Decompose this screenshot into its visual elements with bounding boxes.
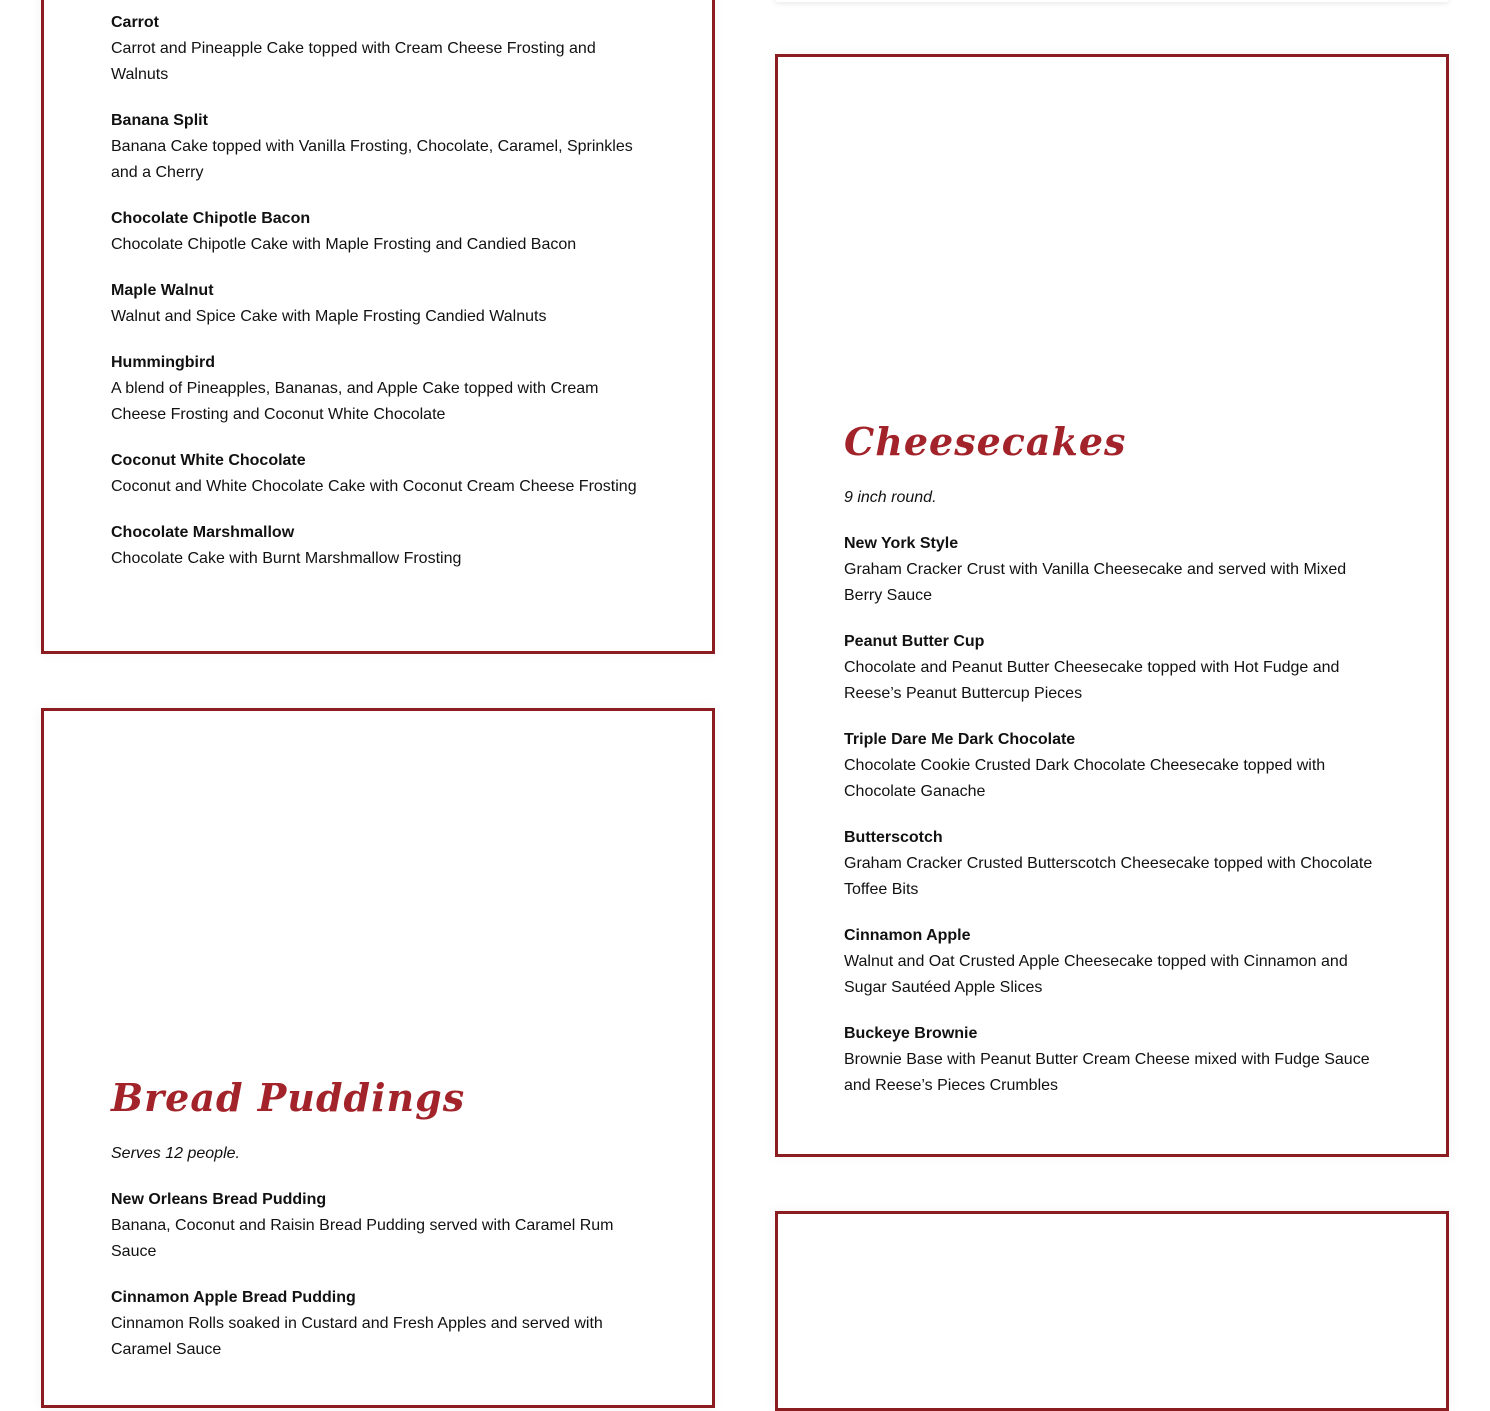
item-title: New York Style — [844, 535, 959, 552]
section-heading: Bread Puddings — [111, 1075, 466, 1120]
item-description: Walnut and Oat Crusted Apple Cheesecake topped with Cinnamon and Sugar Sautéed Apple Slices — [844, 953, 1348, 996]
item-title: Banana Split — [111, 112, 208, 129]
item-description: Brownie Base with Peanut Butter Cream Cheese mixed with Fudge Sauce and Reese’s Pieces Crumbles — [844, 1051, 1370, 1094]
item-title: Carrot — [111, 14, 160, 31]
item-description: Banana, Coconut and Raisin Bread Pudding served with Caramel Rum Sauce — [111, 1217, 614, 1260]
menu-item — [111, 108, 641, 186]
menu-item — [111, 1187, 641, 1265]
menu-item — [844, 629, 1374, 707]
bread-puddings-card — [41, 708, 715, 1408]
item-title: Buckeye Brownie — [844, 1025, 978, 1042]
item-title: Chocolate Marshmallow — [111, 524, 295, 541]
item-title: Cinnamon Apple Bread Pudding — [111, 1289, 356, 1306]
menu-item — [844, 1021, 1374, 1099]
section-heading: Cheesecakes — [844, 419, 1127, 464]
item-description: Chocolate Cake with Burnt Marshmallow Frosting — [111, 550, 462, 567]
item-title: Cinnamon Apple — [844, 927, 971, 944]
item-description: Walnut and Spice Cake with Maple Frosting Candied Walnuts — [111, 308, 547, 325]
menu-item — [844, 923, 1374, 1001]
item-description: Banana Cake topped with Vanilla Frosting, Chocolate, Caramel, Sprinkles and a Cherry — [111, 138, 633, 181]
serving-note: Serves 12 people. — [111, 1145, 240, 1162]
serving-note: 9 inch round. — [844, 489, 937, 506]
item-title: Peanut Butter Cup — [844, 633, 985, 650]
item-title: Chocolate Chipotle Bacon — [111, 210, 311, 227]
item-title: Maple Walnut — [111, 282, 214, 299]
menu-item — [111, 278, 641, 330]
item-title: Butterscotch — [844, 829, 943, 846]
item-description: Chocolate Chipotle Cake with Maple Frosting and Candied Bacon — [111, 236, 577, 253]
item-description: Carrot and Pineapple Cake topped with Cream Cheese Frosting and Walnuts — [111, 40, 596, 83]
item-description: Cinnamon Rolls soaked in Custard and Fresh Apples and served with Caramel Sauce — [111, 1315, 603, 1358]
item-description: Chocolate Cookie Crusted Dark Chocolate Cheesecake topped with Chocolate Ganache — [844, 757, 1326, 800]
item-description: A blend of Pineapples, Bananas, and Apple Cake topped with Cream Cheese Frosting and Coconut White Chocolate — [111, 380, 599, 423]
menu-item — [111, 10, 641, 88]
item-description: Graham Cracker Crusted Butterscotch Cheesecake topped with Chocolate Toffee Bits — [844, 855, 1373, 898]
item-title: Triple Dare Me Dark Chocolate — [844, 731, 1076, 748]
menu-item — [111, 206, 641, 258]
menu-item — [844, 531, 1374, 609]
bread-puddings-list — [111, 1187, 641, 1363]
item-title: Hummingbird — [111, 354, 215, 371]
item-description: Coconut and White Chocolate Cake with Coconut Cream Cheese Frosting — [111, 478, 637, 495]
menu-item — [111, 1285, 641, 1363]
menu-item — [844, 727, 1374, 805]
menu-item — [844, 825, 1374, 903]
cakes-list — [111, 10, 641, 592]
menu-item — [111, 520, 641, 572]
cheesecakes-card — [775, 54, 1449, 1157]
item-title: Coconut White Chocolate — [111, 452, 306, 469]
menu-item — [111, 448, 641, 500]
cakes-card — [41, 0, 715, 654]
item-title: New Orleans Bread Pudding — [111, 1191, 327, 1208]
item-description: Chocolate and Peanut Butter Cheesecake topped with Hot Fudge and Reese’s Peanut Buttercup Pieces — [844, 659, 1340, 702]
item-description: Graham Cracker Crust with Vanilla Cheesecake and served with Mixed Berry Sauce — [844, 561, 1347, 604]
cheesecakes-list — [844, 531, 1374, 1099]
card-edge — [775, 0, 1449, 2]
menu-item — [111, 350, 641, 428]
next-card — [775, 1211, 1449, 1411]
